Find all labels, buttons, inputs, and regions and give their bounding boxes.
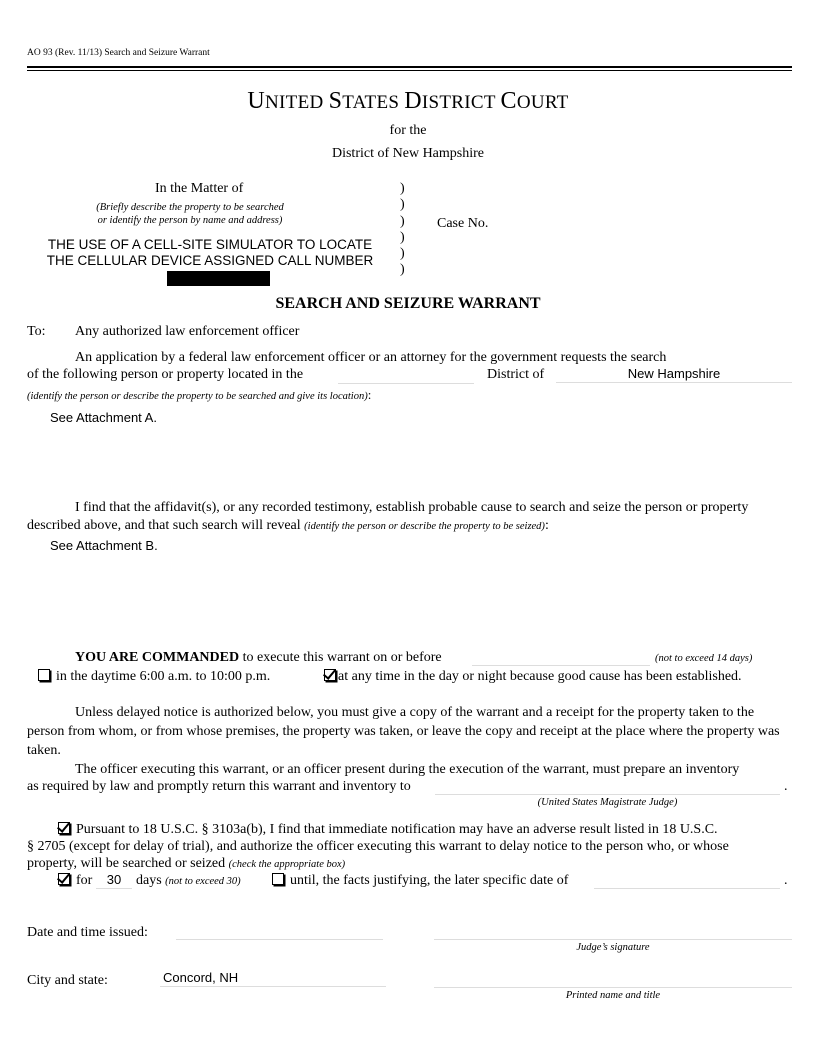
matter-line-2: THE CELLULAR DEVICE ASSIGNED CALL NUMBER — [46, 253, 374, 268]
delay-line-1: Pursuant to 18 U.S.C. § 3103a(b), I find that immediate notification may have an adverse result listed in 18 U.S.C. — [58, 822, 718, 838]
application-text-2: of the following person or property located in the — [27, 367, 304, 382]
warrant-title: SEARCH AND SEIZURE WARRANT — [275, 295, 541, 312]
delay-line-3: property, will be searched or seized (check the appropriate box) — [27, 856, 346, 871]
district-blank[interactable] — [338, 367, 474, 384]
header-rule — [27, 66, 792, 68]
days-label: days (not to exceed 30) — [136, 873, 241, 888]
court-title: UNITED STATES DISTRICT COURT — [247, 88, 569, 114]
caption-parens: ) ) ) ) ) ) — [400, 181, 405, 278]
caption-hint-2: or identify the person by name and address) — [97, 215, 283, 226]
caption-hint-1: (Briefly describe the property to be searched — [96, 202, 284, 213]
judge-signature-field[interactable] — [434, 923, 792, 940]
date-issued-label: Date and time issued: — [27, 925, 148, 940]
to-value: Any authorized law enforcement officer — [75, 324, 300, 339]
date-issued-field[interactable] — [176, 923, 383, 940]
court-district: District of New Hampshire — [331, 146, 485, 161]
property-hint: (identify the person or describe the property to be searched and give its location): — [27, 387, 372, 402]
magistrate-field[interactable] — [435, 778, 780, 795]
district-field[interactable]: New Hampshire — [556, 366, 792, 383]
attachment-b: See Attachment B. — [50, 538, 158, 553]
period-2: . — [784, 873, 788, 888]
delay-days-option: for — [58, 873, 92, 889]
finding-text: I find that the affidavit(s), or any recorded testimony, establish probable cause to search and seize the person or property — [75, 500, 749, 515]
command-text: YOU ARE COMMANDED to execute this warrant on or before — [75, 650, 442, 665]
to-label: To: — [27, 324, 46, 339]
daytime-option[interactable]: in the daytime 6:00 a.m. to 10:00 p.m. — [38, 669, 270, 685]
days-field[interactable]: 30 — [96, 872, 132, 889]
delay-notice-checkbox[interactable] — [58, 822, 70, 834]
daytime-checkbox[interactable] — [38, 669, 50, 681]
header-rule-2 — [27, 70, 792, 71]
redacted-number — [167, 271, 270, 286]
printed-name-label: Printed name and title — [565, 990, 661, 1001]
form-id: AO 93 (Rev. 11/13) Search and Seizure Warrant — [27, 48, 210, 58]
matter-line-1: THE USE OF A CELL-SITE SIMULATOR TO LOCATE — [47, 237, 373, 252]
printed-name-field[interactable] — [434, 971, 792, 988]
until-date-checkbox[interactable] — [272, 873, 284, 885]
for-the: for the — [389, 123, 427, 138]
judge-signature-label: Judge’s signature — [576, 942, 650, 953]
notice-paragraph: Unless delayed notice is authorized below, you must give a copy of the warrant and a receipt for the property taken to the person from whom, or from whose premises, the property was taken, or leave the copy and receipt at the place where the property was taken. — [27, 705, 780, 758]
execute-by-date-field[interactable] — [472, 649, 650, 666]
period: . — [784, 779, 788, 794]
anytime-option[interactable]: at any time in the day or night because good cause has been established. — [324, 669, 742, 685]
finding-text-2: described above, and that such search will reveal (identify the person or describe the property to be seized): — [27, 518, 549, 533]
inventory-text-2: as required by law and promptly return this warrant and inventory to — [27, 779, 411, 794]
magistrate-hint: (United States Magistrate Judge) — [537, 797, 678, 808]
for-days-checkbox[interactable] — [58, 873, 70, 885]
case-no-label: Case No. — [437, 216, 489, 231]
inventory-text: The officer executing this warrant, or an officer present during the execution of the warrant, must prepare an inventory — [75, 762, 740, 777]
until-option: until, the facts justifying, the later specific date of — [272, 873, 568, 889]
delay-line-2: § 2705 (except for delay of trial), and authorize the officer executing this warrant to delay notice to the person who, or whose — [27, 839, 729, 854]
in-matter-label: In the Matter of — [155, 181, 244, 196]
district-of-label: District of — [487, 367, 545, 382]
application-text: An application by a federal law enforcement officer or an attorney for the government requests the search — [75, 350, 667, 365]
city-state-field[interactable]: Concord, NH — [160, 970, 386, 987]
anytime-checkbox[interactable] — [324, 669, 336, 681]
attachment-a: See Attachment A. — [50, 410, 157, 425]
command-hint: (not to exceed 14 days) — [655, 653, 753, 664]
until-date-field[interactable] — [594, 872, 780, 889]
city-state-label: City and state: — [27, 973, 108, 988]
